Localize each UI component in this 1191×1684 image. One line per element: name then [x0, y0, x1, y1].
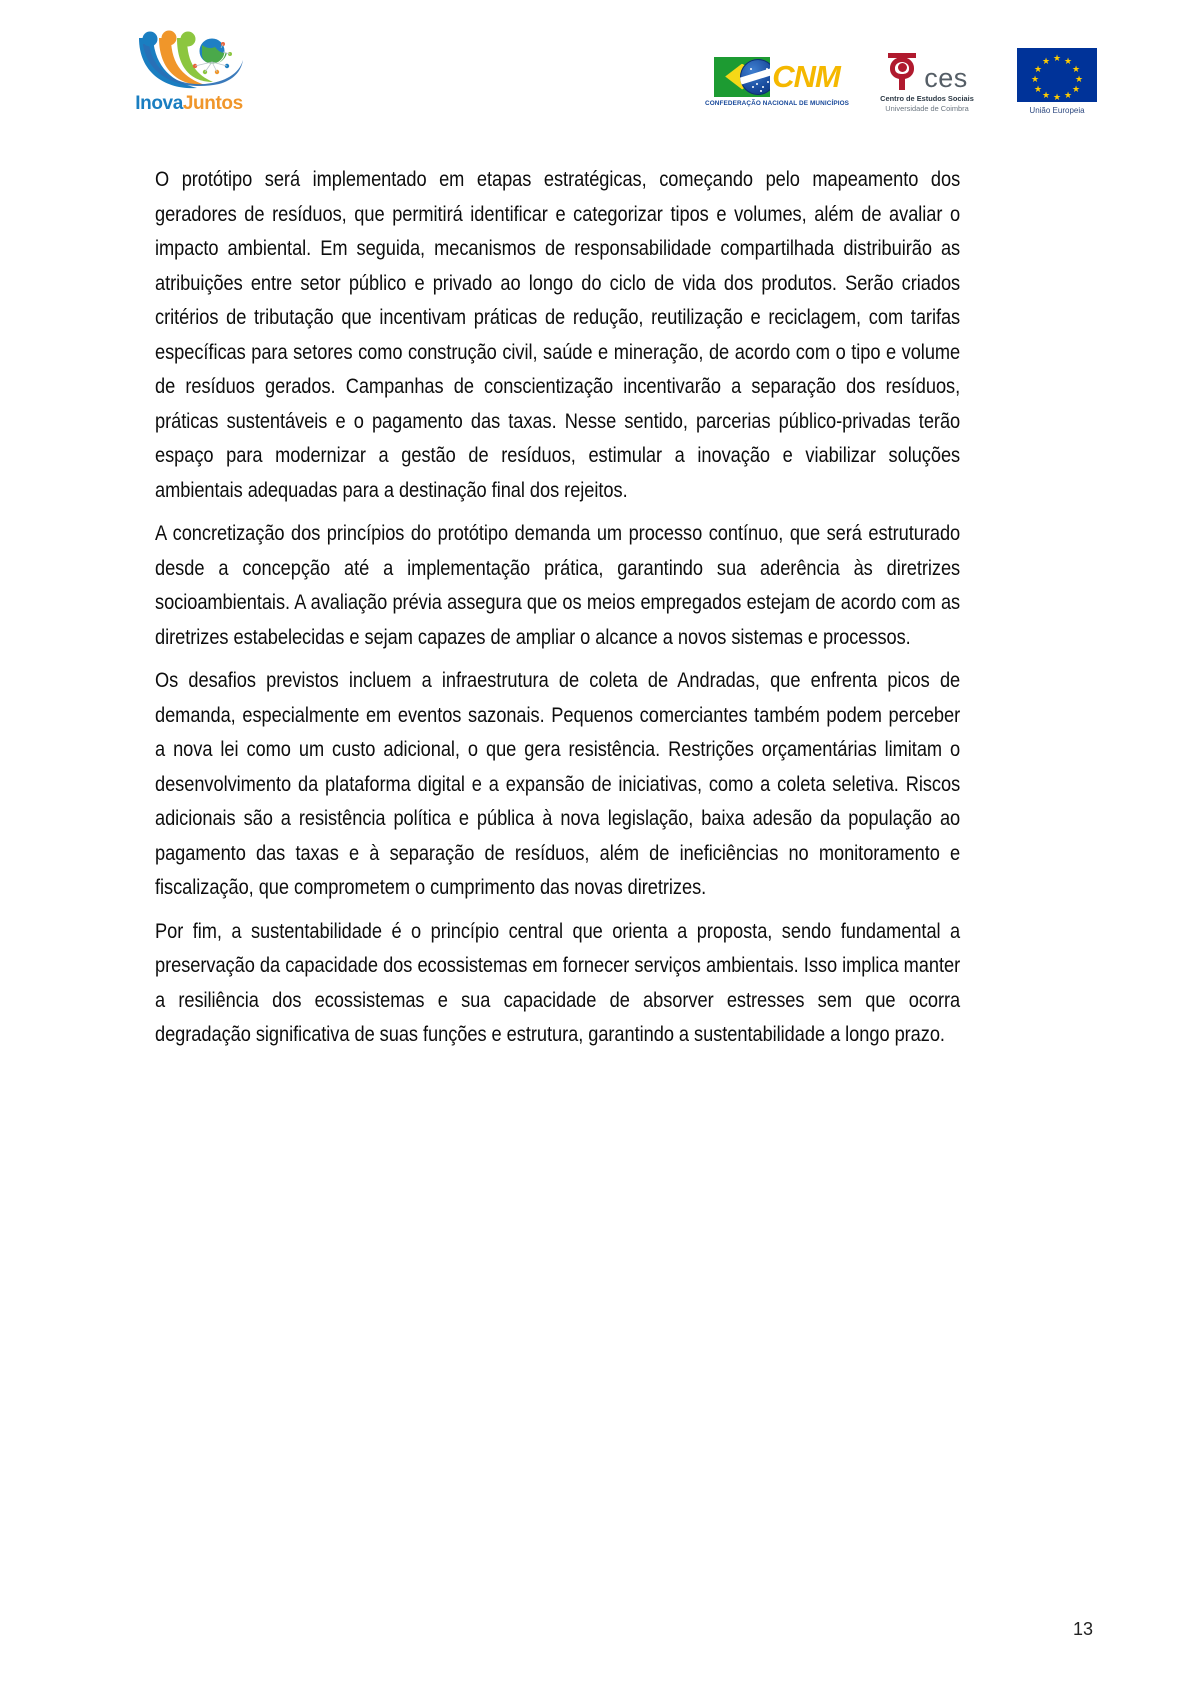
ces-subtitle-line2: Universidade de Coimbra — [885, 103, 969, 113]
document-body — [155, 163, 960, 1053]
page-header — [0, 0, 1191, 150]
european-union-caption: União Europeia — [1029, 106, 1085, 115]
page-footer — [0, 1619, 1191, 1640]
cnm-letters: CNM — [772, 59, 840, 94]
ces-subtitle-line1: Centro de Estudos Sociais — [880, 93, 974, 103]
inovajuntos-word-inova: Inova — [135, 93, 183, 114]
inovajuntos-wordmark — [135, 94, 243, 113]
page-number: 13 — [1072, 1619, 1093, 1639]
ces-wordmark: ces — [924, 63, 968, 94]
ces-logo — [867, 51, 987, 113]
brazil-flag-icon — [714, 57, 770, 97]
brazil-flag-globe — [740, 59, 770, 95]
header-left-logos — [128, 30, 250, 113]
european-union-logo — [1013, 48, 1101, 115]
cnm-subtitle: CONFEDERAÇÃO NACIONAL DE MUNICÍPIOS — [705, 99, 849, 107]
body-paragraph-3: Os desafios previstos incluem a infraestrutura de coleta de Andradas, que enfrenta picos de demanda, especialmente em eventos sazonais. Pequenos comerciantes também podem perceber a nova lei como um custo adicional, o que gera resistência. Restrições orçamentárias limitam o desenvolvimento da plataforma digital e a expansão de iniciativas, como a coleta seletiva. Riscos adicionais são a resistência política e pública à nova legislação, baixa adesão da população ao pagamento das taxas e à separação de resíduos, além de ineficiências no monitoramento e fiscalização, que comprometem o cumprimento das novas diretrizes. — [155, 669, 961, 899]
cnm-logo-row — [714, 57, 840, 97]
inovajuntos-mark-icon — [133, 30, 245, 92]
header-right-logos — [705, 30, 1101, 115]
body-paragraph-4: Por fim, a sustentabilidade é o princípio central que orienta a proposta, sendo fundamental a preservação da capacidade dos ecossistemas em fornecer serviços ambientais. Isso implica manter a resiliência dos ecossistemas e sua capacidade de absorver estresses sem que ocorra degradação significativa de suas funções e estrutura, garantindo a sustentabilidade a longo prazo. — [155, 919, 961, 1046]
body-paragraph-2: A concretização dos princípios do protótipo demanda um processo contínuo, que será estruturado desde a concepção até a implementação prática, garantindo sua aderência às diretrizes socioambientais. A avaliação prévia assegura que os meios empregados estejam de acordo com as diretrizes estabelecidas e sejam capazes de ampliar o alcance a novos sistemas e processos. — [155, 522, 961, 649]
european-union-flag-icon: ★ ★ ★ ★ ★ ★ ★ ★ ★ ★ ★ ★ — [1017, 48, 1097, 102]
cnm-logo — [705, 57, 849, 107]
inovajuntos-word-juntos: Juntos — [182, 93, 243, 114]
ces-logo-row — [886, 51, 968, 94]
ces-mark-icon — [886, 51, 920, 91]
body-paragraph-1: O protótipo será implementado em etapas estratégicas, começando pelo mapeamento dos geradores de resíduos, que permitirá identificar e categorizar tipos e volumes, além de avaliar o impacto ambiental. Em seguida, mecanismos de responsabilidade compartilhada distribuirão as atribuições entre setor público e privado ao longo do ciclo de vida dos produtos. Serão criados critérios de tributação que incentivam práticas de redução, reutilização e reciclagem, com tarifas específicas para setores como construção civil, saúde e mineração, de acordo com o tipo e volume de resíduos gerados. Campanhas de conscientização incentivarão a separação dos resíduos, práticas sustentáveis e o pagamento das taxas. Nesse sentido, parcerias público-privadas terão espaço para modernizar a gestão de resíduos, estimular a inovação e viabilizar soluções ambientais adequadas para a destinação final dos rejeitos. — [155, 168, 961, 502]
inovajuntos-logo — [128, 30, 250, 113]
